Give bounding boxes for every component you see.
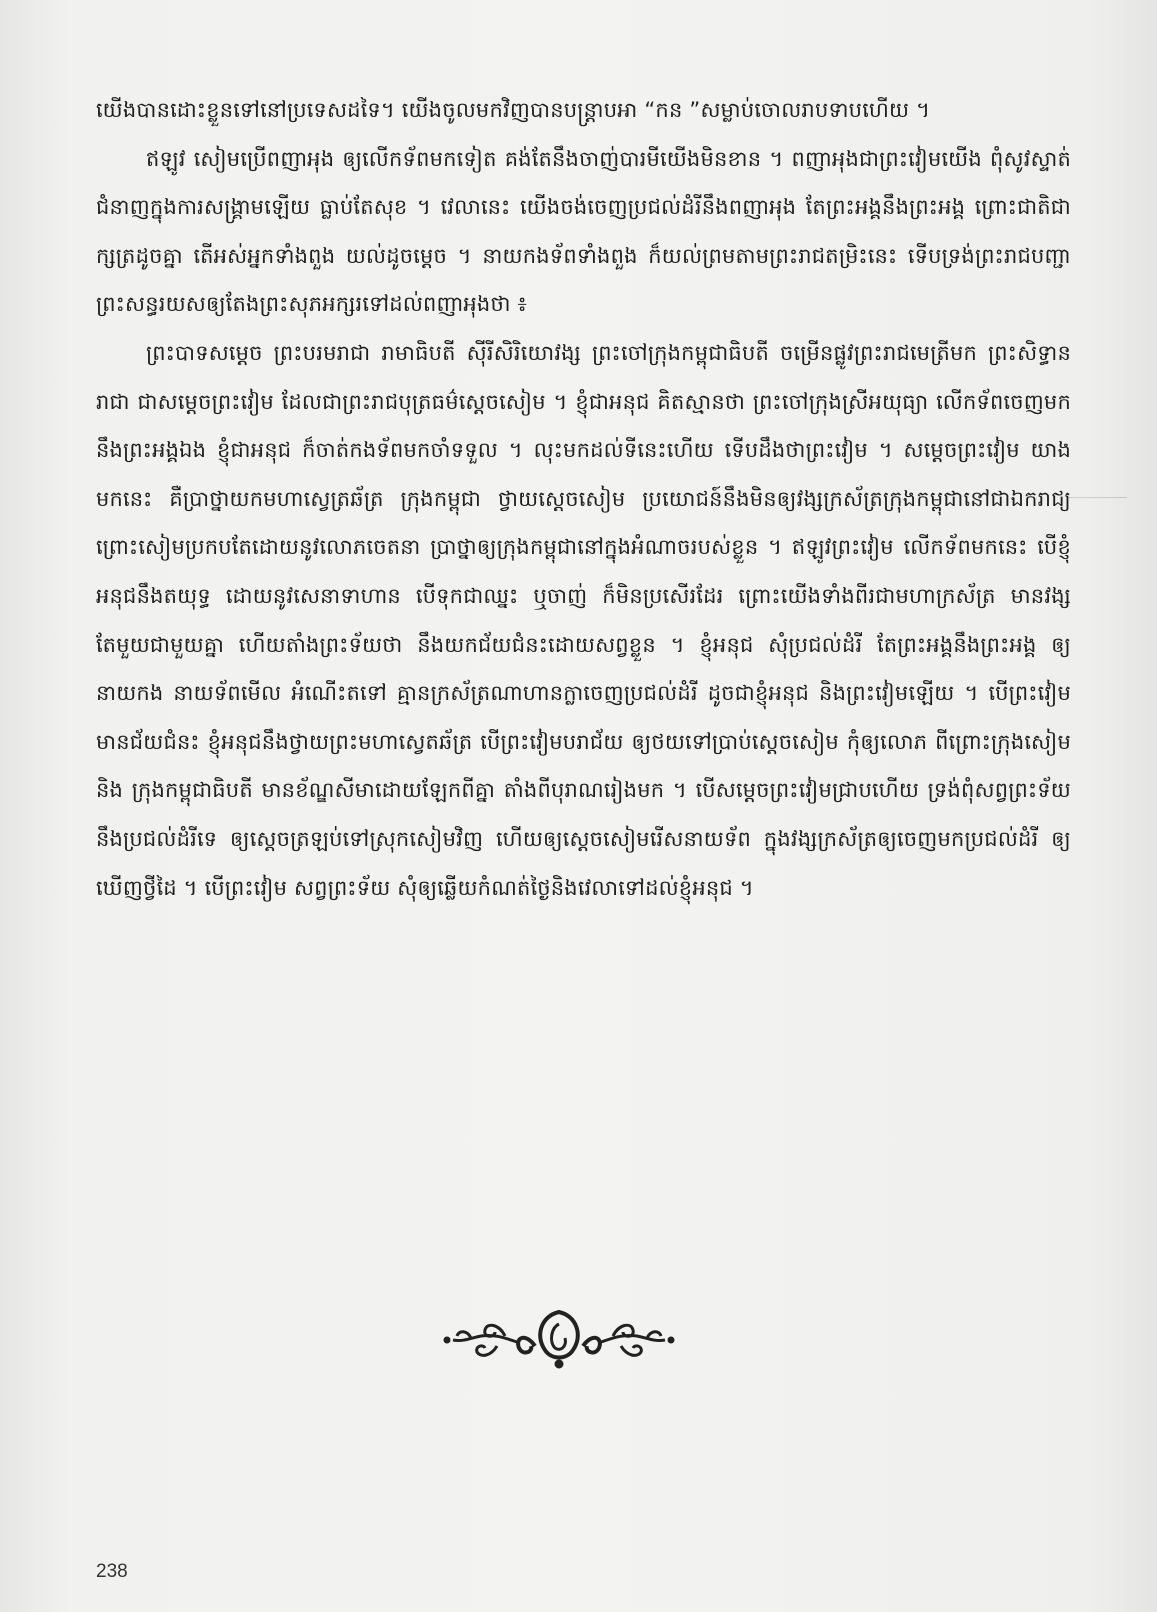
paragraph-2: ឥឡូវ សៀមប្រើពញាអុង ឲ្យលើកទ័ពមកទៀត គង់តែនឹងចាញ់បារមីយើងមិនខាន ។ ពញាអុងជាព្រះវៀមយើង ពុំសូវស្ទាត់ជំនាញក្នុងការសង្គ្រាមឡើយ ធ្លាប់តែសុខ ។ វេលានេះ យើងចង់ចេញប្រជល់ដំរីនឹងពញាអុង តែព្រះអង្គនឹងព្រះអង្គ ព្រោះជាតិជាក្សត្រដូចគ្នា តើអស់អ្នកទាំងពួង យល់ដូចម្តេច ។ នាយកងទ័ពទាំងពួង ក៏យល់ព្រមតាមព្រះរាជតម្រិះនេះ ទើបទ្រង់ព្រះរាជបញ្ជាព្រះសន្ធរយសឲ្យតែងព្រះសុភអក្សរទៅដល់ពញាអុងថា ៖ [96,146,1071,317]
floral-ornament-icon [437,1306,681,1372]
page-number: 238 [96,1561,128,1582]
paragraph-3-letter: ព្រះបាទសម្តេច ព្រះបរមរាជា រាមាធិបតី ស៊ីរីសិរិយោវង្ស ព្រះចៅក្រុងកម្ពុជាធិបតី ចម្រើនផ្លូវព្រះរាជមេត្រីមក ព្រះសិទ្ធានរាជា ជាសម្តេចព្រះវៀម ដែលជាព្រះរាជបុត្រធម៌ស្តេចសៀម ។ ខ្ញុំជាអនុជ គិតស្មានថា ព្រះចៅក្រុងស្រីអយុធ្យា លើកទ័ពចេញមកនឹងព្រះអង្គឯង ខ្ញុំជាអនុជ ក៏ចាត់កងទ័ពមកចាំទទួល ។ លុះមកដល់ទីនេះហើយ ទើបដឹងថាព្រះវៀម ។ សម្តេចព្រះវៀម យាងមកនេះ គឺប្រាថ្នាយកមហាស្វេត្រឆ័ត្រ ក្រុងកម្ពុជា ថ្វាយស្តេចសៀម ប្រយោជន៍នឹងមិនឲ្យវង្សក្រស័ត្រក្រុងកម្ពុជានៅជាឯករាជ្យ ព្រោះសៀមប្រកបតែដោយនូវលោភចេតនា ប្រាថ្នាឲ្យក្រុងកម្ពុជានៅក្នុងអំណាចរបស់ខ្លួន ។ ឥឡូវព្រះវៀម លើកទ័ពមកនេះ បើខ្ញុំអនុជនឹងតយុទ្ធ ដោយនូវសេនាទាហាន បើទុកជាឈ្នះ ឬចាញ់ ក៏មិនប្រសើរដែរ ព្រោះយើងទាំងពីរជាមហាក្រស័ត្រ មានវង្សតែមួយជាមួយគ្នា ហើយតាំងព្រះទ័យថា នឹងយកជ័យជំនះដោយសព្វខ្លួន ។ ខ្ញុំអនុជ សុំប្រជល់ដំរី តែព្រះអង្គនឹងព្រះអង្គ ឲ្យនាយកង នាយទ័ពមើល អំណើះតទៅ គ្មានក្រស័ត្រណាហានក្លាចេញប្រជល់ដំរី ដូចជាខ្ញុំអនុជ និងព្រះវៀមឡើយ ។ បើព្រះវៀមមានជ័យជំនះ ខ្ញុំអនុជនឹងថ្វាយព្រះមហាស្វេតឆ័ត្រ បើព្រះវៀមបរាជ័យ ឲ្យថយទៅប្រាប់ស្តេចសៀម កុំឲ្យលោភ ពីព្រោះក្រុងសៀម និង ក្រុងកម្ពុជាធិបតី មានខ័ណ្ឌសីមាដោយឡែកពីគ្នា តាំងពីបុរាណរៀងមក ។ បើសម្តេចព្រះវៀមជ្រាបហើយ ទ្រង់ពុំសព្វព្រះទ័យនឹងប្រជល់ដំរីទេ ឲ្យស្តេចត្រឡប់ទៅស្រុកសៀមវិញ ហើយឲ្យស្តេចសៀមរើសនាយទ័ព ក្នុងវង្សក្រស័ត្រឲ្យចេញមកប្រជល់ដំរី ឲ្យឃើញថ្វីដៃ ។ បើព្រះវៀម សព្វព្រះទ័យ សុំឲ្យឆ្លើយកំណត់ថ្ងៃនិងវេលាទៅដល់ខ្ញុំអនុជ ។ [96,340,1071,900]
paragraph-1: យើងបានដោះខ្លួនទៅនៅប្រទេសដទៃ។ យើងចូលមកវិញបានបន្ត្រាបអា “កន ”សម្លាប់ចោលរាបទាបហើយ ។ [96,98,931,122]
edge-mark [1067,497,1127,498]
page-body [96,86,1071,912]
